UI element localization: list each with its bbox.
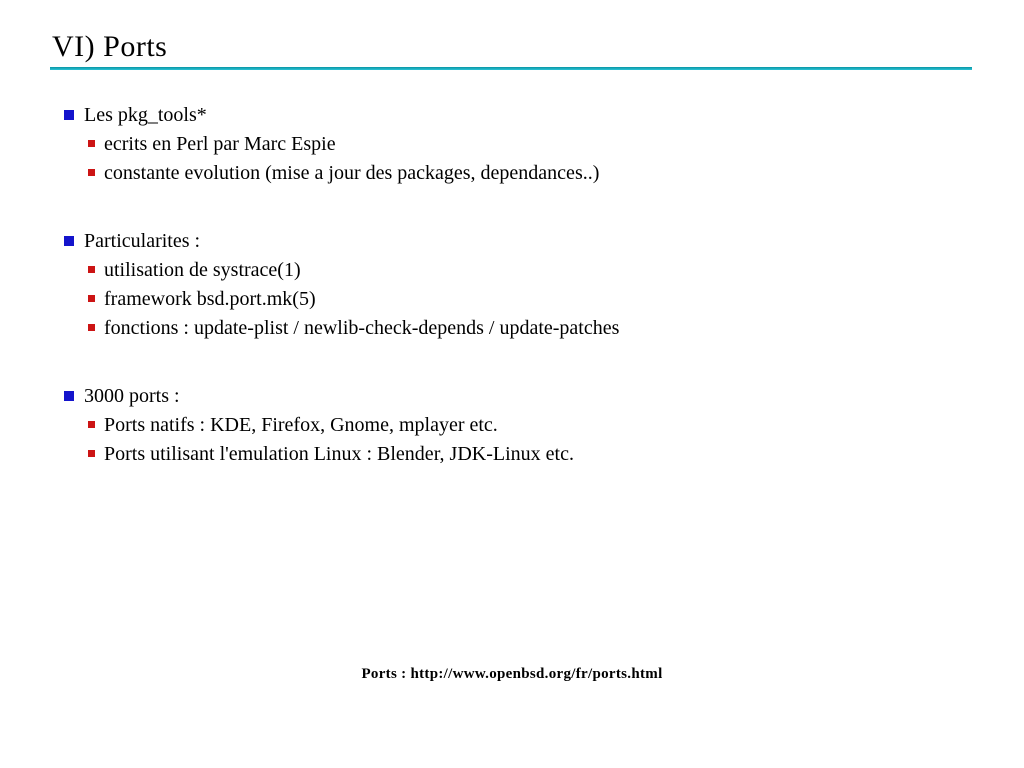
sub-list-item-label: Ports utilisant l'emulation Linux : Blender, JDK-Linux etc. [104,443,574,465]
blue-square-bullet-icon [64,110,74,120]
sub-list-item [88,411,1004,440]
blue-square-bullet-icon [64,391,74,401]
sub-list-item [88,256,1004,285]
list-item [64,101,1004,130]
list-item-label: Les pkg_tools* [84,104,207,126]
sub-list-item-label: Ports natifs : KDE, Firefox, Gnome, mplayer etc. [104,414,498,436]
sub-list-item [88,440,1004,469]
red-square-bullet-icon [88,324,95,331]
red-square-bullet-icon [88,266,95,273]
list-item [64,227,1004,256]
sub-list-item [88,314,1004,343]
red-square-bullet-icon [88,450,95,457]
list-item-label: 3000 ports : [84,385,180,407]
blue-square-bullet-icon [64,236,74,246]
sub-list-item-label: framework bsd.port.mk(5) [104,288,316,310]
footer-note: Ports : http://www.openbsd.org/fr/ports.html [361,666,663,682]
sub-list-item-label: fonctions : update-plist / newlib-check-depends / update-patches [104,317,620,339]
page-title: VI) Ports [52,30,168,63]
bullet-group-pkg-tools [64,101,1004,188]
title-underline [50,67,972,70]
bullet-list [64,101,1004,508]
sub-list-item-label: ecrits en Perl par Marc Espie [104,133,336,155]
bullet-group-3000-ports [64,382,1004,469]
red-square-bullet-icon [88,295,95,302]
sub-list-item [88,159,1004,188]
list-item-label: Particularites : [84,230,201,252]
sub-list-item-label: utilisation de systrace(1) [104,259,301,281]
red-square-bullet-icon [88,421,95,428]
sub-list-item-label: constante evolution (mise a jour des packages, dependances..) [104,162,600,184]
list-item [64,382,1004,411]
sub-list-item [88,285,1004,314]
bullet-group-particularites [64,227,1004,343]
sub-list-item [88,130,1004,159]
red-square-bullet-icon [88,140,95,147]
red-square-bullet-icon [88,169,95,176]
